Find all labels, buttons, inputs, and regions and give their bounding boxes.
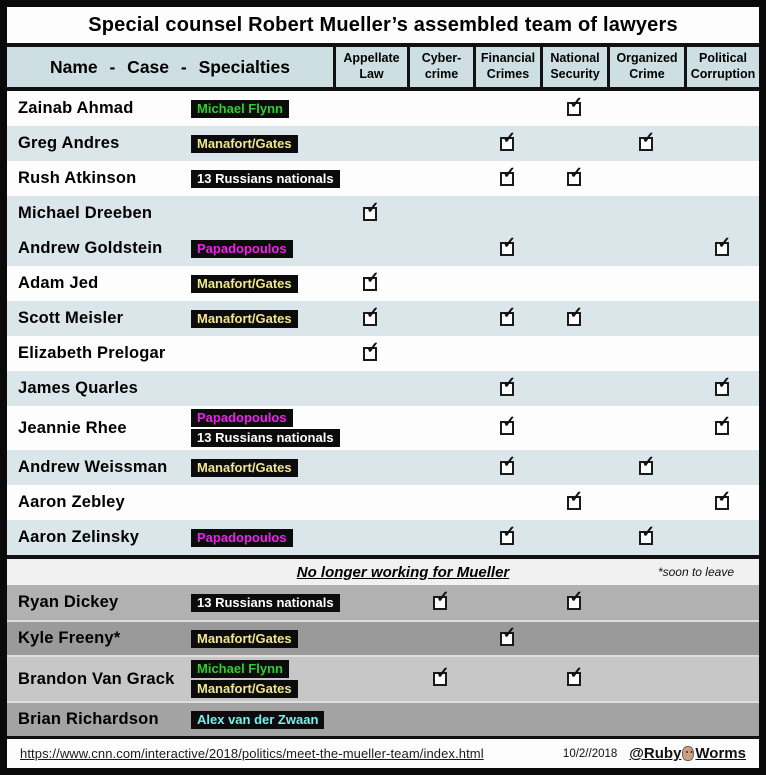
checkbox [639, 523, 655, 545]
specialty-cell [473, 129, 540, 151]
page-title: Special counsel Robert Mueller’s assembled team of lawyers [7, 7, 759, 47]
checkbox [363, 199, 380, 221]
checkbox [500, 624, 516, 646]
checkbox [567, 304, 583, 326]
specialty-cell [540, 588, 607, 610]
case-tag: Manafort/Gates [191, 310, 298, 328]
lawyer-name: Scott Meisler [18, 309, 124, 327]
checkbox [500, 414, 516, 435]
name-cell [7, 456, 333, 480]
checkmark-icon: ✓ [569, 488, 583, 506]
specialty-cell [684, 414, 759, 435]
checkmark-icon: ✓ [717, 488, 731, 506]
checkmark-icon: ✓ [641, 129, 655, 147]
specialty-cell [607, 129, 684, 151]
checkbox [433, 665, 450, 686]
name-cell [7, 526, 333, 550]
section-separator [7, 555, 759, 585]
specialty-cell [684, 234, 759, 256]
checkbox [363, 339, 380, 361]
soon-to-leave-note: *soon to leave [657, 565, 734, 579]
case-tags [191, 526, 293, 550]
name-cell [7, 167, 333, 191]
checkmark-icon: ✓ [502, 164, 516, 182]
case-tag: Manafort/Gates [191, 630, 298, 648]
lawyer-name: Adam Jed [18, 274, 99, 292]
column-header-specialty: Cyber-crime [407, 47, 473, 87]
case-tags [191, 167, 340, 191]
column-header-specialty: Political Corruption [684, 47, 759, 87]
checkmark-icon: ✓ [366, 339, 380, 357]
checkbox [567, 488, 583, 510]
lawyer-name: Brandon Van Grack [18, 669, 175, 688]
table-row [7, 406, 759, 450]
case-tag: Michael Flynn [191, 660, 289, 678]
lawyer-name: James Quarles [18, 379, 139, 397]
checkmark-icon: ✓ [366, 304, 380, 322]
specialty-cell [407, 665, 473, 686]
table-row [7, 161, 759, 196]
case-tag: Manafort/Gates [191, 680, 298, 698]
case-tags [191, 272, 298, 296]
name-cell [7, 237, 333, 261]
table-header [7, 47, 759, 91]
checkbox [567, 588, 583, 610]
case-tag: 13 Russians nationals [191, 429, 340, 447]
checkmark-icon: ✓ [502, 624, 516, 642]
checkmark-icon: ✓ [717, 374, 731, 392]
table-row [7, 196, 759, 231]
table-row [7, 301, 759, 336]
case-tags [191, 132, 298, 156]
checkmark-icon: ✓ [502, 414, 516, 431]
column-header-specialty: Organized Crime [607, 47, 684, 87]
checkmark-icon: ✓ [502, 234, 516, 252]
checkmark-icon: ✓ [641, 523, 655, 541]
case-tag: Manafort/Gates [191, 275, 298, 293]
lawyer-name: Aaron Zebley [18, 493, 125, 511]
table-row [7, 91, 759, 126]
case-tag: Michael Flynn [191, 100, 289, 118]
specialty-cell [473, 374, 540, 396]
case-tag: Papadopoulos [191, 409, 293, 427]
case-tags [191, 456, 298, 480]
checkbox [639, 129, 655, 151]
specialty-cell [473, 304, 540, 326]
date-label: 10/2//2018 [562, 747, 618, 760]
case-tag: 13 Russians nationals [191, 170, 340, 188]
checkbox [567, 665, 583, 686]
lawyer-name: Ryan Dickey [18, 593, 119, 611]
name-cell [7, 307, 333, 331]
lawyer-name: Aaron Zelinsky [18, 528, 140, 546]
case-tag: Papadopoulos [191, 240, 293, 258]
specialty-cell [473, 414, 540, 435]
specialty-column-headers [333, 47, 759, 87]
lawyer-name: Elizabeth Prelogar [18, 344, 166, 362]
name-cell [7, 379, 333, 398]
name-cell [7, 406, 333, 450]
case-tags [191, 708, 324, 732]
table-row [7, 231, 759, 266]
specialty-cell [333, 339, 407, 361]
checkmark-icon: ✓ [502, 523, 516, 541]
specialty-cell [473, 453, 540, 475]
name-cell [7, 493, 333, 512]
name-cell [7, 132, 333, 156]
table-row [7, 701, 759, 736]
case-tags [191, 627, 298, 651]
name-cell [7, 627, 333, 651]
checkmark-icon: ✓ [569, 164, 583, 182]
checkbox [715, 234, 731, 256]
table-row [7, 585, 759, 620]
table-row [7, 336, 759, 371]
checkmark-icon: ✓ [502, 374, 516, 392]
case-tags [191, 237, 293, 261]
checkbox [639, 453, 655, 475]
checkmark-icon: ✓ [569, 94, 583, 112]
active-lawyers-section [7, 91, 759, 555]
specialty-cell [333, 269, 407, 291]
checkbox [567, 94, 583, 116]
checkbox [363, 269, 380, 291]
case-tag: Manafort/Gates [191, 135, 298, 153]
lawyer-name: Kyle Freeny* [18, 629, 121, 647]
specialty-cell [684, 488, 759, 510]
case-tags [191, 307, 298, 331]
specialty-cell [540, 665, 607, 686]
lawyer-name: Rush Atkinson [18, 169, 137, 187]
table-row [7, 450, 759, 485]
lawyer-name: Andrew Goldstein [18, 239, 163, 257]
checkbox [500, 523, 516, 545]
source-link[interactable]: https://www.cnn.com/interactive/2018/politics/meet-the-mueller-team/index.html [20, 746, 484, 761]
table-row [7, 371, 759, 406]
case-tag: Manafort/Gates [191, 459, 298, 477]
checkmark-icon: ✓ [569, 588, 583, 606]
former-lawyers-section [7, 585, 759, 736]
specialty-cell [540, 94, 607, 116]
footer-right [563, 745, 746, 762]
checkbox [567, 164, 583, 186]
specialty-cell [540, 164, 607, 186]
case-tags [191, 657, 298, 701]
table-row [7, 485, 759, 520]
checkmark-icon: ✓ [641, 453, 655, 471]
specialty-cell [473, 624, 540, 646]
lawyer-name: Jeannie Rhee [18, 418, 127, 437]
table-row [7, 620, 759, 655]
column-header-specialty: Financial Crimes [473, 47, 540, 87]
checkbox [715, 374, 731, 396]
footer [7, 736, 759, 768]
case-tag: Alex van der Zwaan [191, 711, 324, 729]
checkbox [500, 234, 516, 256]
checkmark-icon: ✓ [717, 414, 731, 431]
checkmark-icon: ✓ [569, 304, 583, 322]
author-handle-suffix: Worms [695, 745, 746, 762]
lawyer-name: Greg Andres [18, 134, 120, 152]
table-row [7, 266, 759, 301]
separator-label: No longer working for Mueller [296, 563, 510, 581]
lawyer-name: Andrew Weissman [18, 458, 168, 476]
checkmark-icon: ✓ [717, 234, 731, 252]
checkmark-icon: ✓ [502, 129, 516, 147]
specialty-cell [540, 304, 607, 326]
name-cell [7, 591, 333, 615]
checkmark-icon: ✓ [436, 665, 450, 682]
case-tag: Papadopoulos [191, 529, 293, 547]
lawyer-name: Zainab Ahmad [18, 99, 134, 117]
specialty-cell [473, 523, 540, 545]
column-header-name: Name - Case - Specialties [49, 56, 291, 77]
checkbox [500, 164, 516, 186]
checkbox [500, 129, 516, 151]
specialty-cell [333, 199, 407, 221]
specialty-cell [607, 523, 684, 545]
checkmark-icon: ✓ [502, 304, 516, 322]
checkbox [433, 588, 450, 610]
case-tags [191, 97, 289, 121]
checkbox [500, 453, 516, 475]
name-cell [7, 97, 333, 121]
author-handle[interactable] [629, 745, 746, 762]
case-tags [191, 406, 340, 450]
specialty-cell [473, 164, 540, 186]
checkmark-icon: ✓ [366, 199, 380, 217]
name-cell [7, 657, 333, 701]
column-header-specialty: Appellate Law [333, 47, 407, 87]
lawyer-name: Brian Richardson [18, 710, 159, 728]
checkbox [363, 304, 380, 326]
checkmark-icon: ✓ [436, 588, 450, 606]
checkbox [715, 488, 731, 510]
name-cell [7, 344, 333, 363]
name-cell [7, 204, 333, 223]
case-tags [191, 591, 340, 615]
table-row [7, 520, 759, 555]
checkmark-icon: ✓ [502, 453, 516, 471]
checkbox [715, 414, 731, 435]
specialty-cell [407, 588, 473, 610]
table-row [7, 126, 759, 161]
name-cell [7, 272, 333, 296]
specialty-cell [540, 488, 607, 510]
table-container [7, 7, 759, 768]
worm-emoji-icon [682, 746, 694, 761]
checkbox [500, 374, 516, 396]
author-handle-prefix: @Ruby [629, 745, 682, 762]
case-tag: 13 Russians nationals [191, 594, 340, 612]
table-row [7, 655, 759, 701]
checkmark-icon: ✓ [569, 665, 583, 682]
checkmark-icon: ✓ [366, 269, 380, 287]
checkbox [500, 304, 516, 326]
specialty-cell [333, 304, 407, 326]
specialty-cell [607, 453, 684, 475]
lawyer-name: Michael Dreeben [18, 204, 153, 222]
specialty-cell [473, 234, 540, 256]
specialty-cell [684, 374, 759, 396]
column-header-specialty: National Security [540, 47, 607, 87]
name-cell [7, 708, 333, 732]
